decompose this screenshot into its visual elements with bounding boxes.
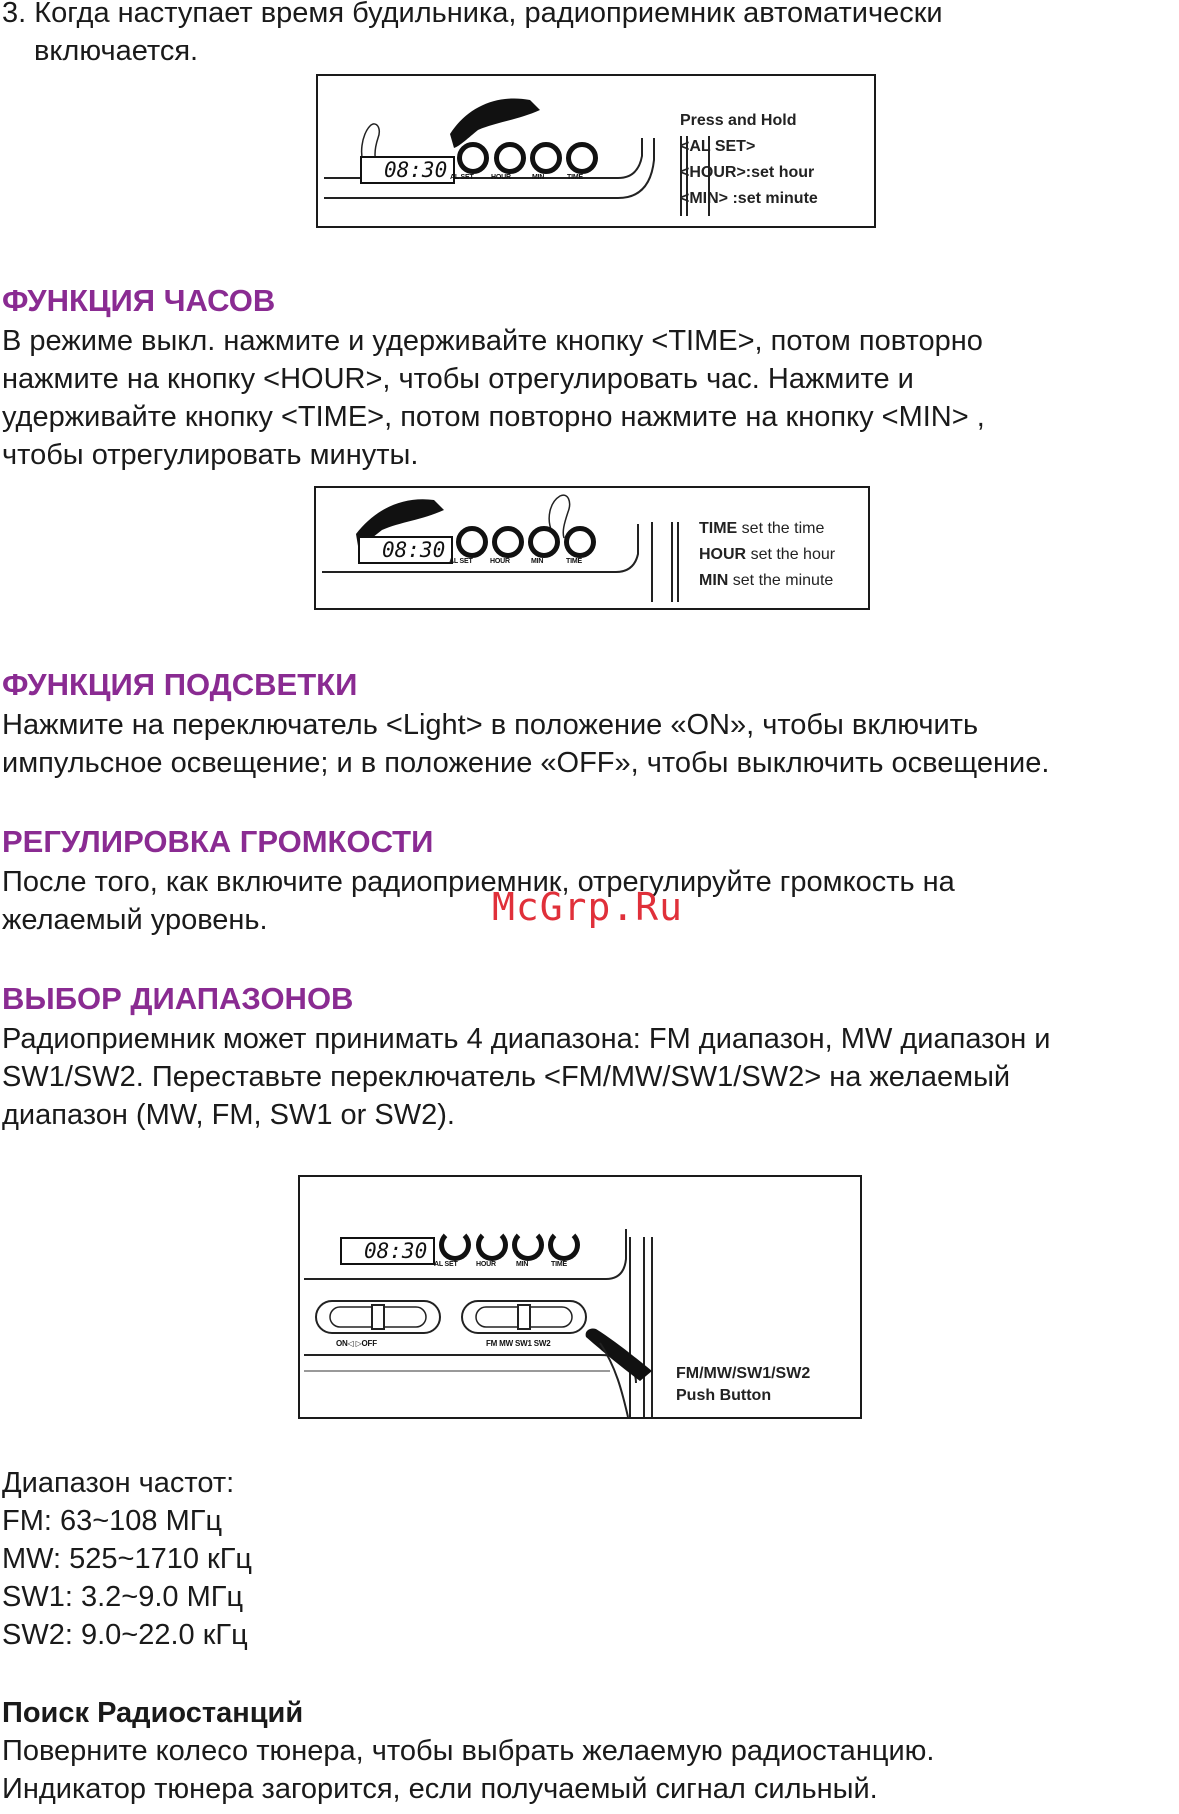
search-line-2: Индикатор тюнера загорится, если получаемый сигнал сильный. [2,1773,878,1805]
freq-sw1: SW1: 3.2~9.0 МГц [2,1581,244,1613]
time-label: TIME [551,1261,567,1268]
clock-line-1: В режиме выкл. нажмите и удерживайте кнопку <TIME>, потом повторно [2,325,983,357]
band-line-2: SW1/SW2. Переставьте переключатель <FM/MW/SW1/SW2> на желаемый [2,1061,1011,1093]
al-set-label: AL SET [450,174,474,181]
band-switch-knob [518,1305,530,1329]
fig2-caption-min-key: MIN [699,572,729,589]
light-line-1: Нажмите на переключатель <Light> в положение «ON», чтобы включить [2,709,979,741]
alarm-step-line-1: 3. Когда наступает время будильника, радиоприемник автоматически [2,0,943,29]
fig2-caption-min-text: set the minute [732,572,834,589]
fig2-caption-min [699,568,833,594]
freq-section-title: Диапазон частот: [2,1467,235,1499]
min-button[interactable] [528,526,560,558]
fig2-caption-hour [699,542,835,568]
fig2-caption-time [699,516,824,542]
al-set-button[interactable] [457,142,489,174]
clock-line-4: чтобы отрегулировать минуты. [2,439,419,471]
time-button[interactable] [548,1229,580,1261]
fig2-caption-time-text: set the time [741,520,825,537]
fig3-caption-1: FM/MW/SW1/SW2 [676,1365,811,1382]
min-label: MIN [516,1261,529,1268]
hour-label: HOUR [491,174,511,181]
band-line-3: диапазон (MW, FM, SW1 or SW2). [2,1099,455,1131]
light-line-2: импульсное освещение; и в положение «OFF», чтобы выключить освещение. [2,747,1050,779]
figure-alarm-set [316,74,876,228]
fig1-caption-3: <HOUR>:set hour [680,164,815,181]
fig3-caption-2: Push Button [676,1387,772,1404]
watermark: McGrp.Ru [492,885,684,929]
min-label: MIN [531,558,544,565]
light-switch-knob [372,1305,384,1329]
hour-button[interactable] [492,526,524,558]
clock-section-title: ФУНКЦИЯ ЧАСОВ [2,283,276,318]
light-switch-label: ON◁ ▷OFF [336,1339,377,1348]
light-section-title: ФУНКЦИЯ ПОДСВЕТКИ [2,667,358,702]
band-switch-label: FM MW SW1 SW2 [486,1339,551,1348]
lcd-display: 08:30 [358,536,453,564]
min-button[interactable] [512,1229,544,1261]
hour-button[interactable] [494,142,526,174]
fig2-caption-hour-text: set the hour [750,546,836,563]
figure-clock-set [314,486,870,610]
hour-label: HOUR [476,1261,496,1268]
lcd-display: 08:30 [360,156,455,184]
time-label: TIME [567,174,583,181]
volume-line-1: После того, как включите радиоприемник, отрегулируйте громкость на [2,866,955,898]
hour-label: HOUR [490,558,510,565]
hour-button[interactable] [476,1229,508,1261]
lcd-display: 08:30 [340,1237,435,1265]
search-section-title: Поиск Радиостанций [2,1697,304,1729]
time-button[interactable] [564,526,596,558]
al-set-label: AL SET [434,1261,458,1268]
search-line-1: Поверните колесо тюнера, чтобы выбрать желаемую радиостанцию. [2,1735,935,1767]
alarm-step-line-2: включается. [34,35,199,67]
clock-line-3: удерживайте кнопку <TIME>, потом повторно нажмите на кнопку <MIN> , [2,401,985,433]
finger-icon [450,98,540,148]
time-label: TIME [566,558,582,565]
band-line-1: Радиоприемник может принимать 4 диапазона: FM диапазон, MW диапазон и [2,1023,1051,1055]
freq-mw: MW: 525~1710 кГц [2,1543,253,1575]
fig1-caption-4: <MIN> :set minute [680,190,818,207]
fig1-caption-1: Press and Hold [680,112,797,129]
al-set-button[interactable] [456,526,488,558]
volume-line-2: желаемый уровень. [2,904,268,936]
fig2-caption-time-key: TIME [699,520,738,537]
fig2-caption-hour-key: HOUR [699,546,747,563]
fig1-caption-2: <AL SET> [680,138,756,155]
band-section-title: ВЫБОР ДИАПАЗОНОВ [2,981,354,1016]
time-button[interactable] [566,142,598,174]
al-set-label: AL SET [449,558,473,565]
min-button[interactable] [530,142,562,174]
min-label: MIN [532,174,545,181]
freq-sw2: SW2: 9.0~22.0 кГц [2,1619,248,1651]
figure-band-switch [298,1175,862,1419]
freq-fm: FM: 63~108 МГц [2,1505,223,1537]
clock-line-2: нажмите на кнопку <HOUR>, чтобы отрегулировать час. Нажмите и [2,363,914,395]
al-set-button[interactable] [439,1229,471,1261]
volume-section-title: РЕГУЛИРОВКА ГРОМКОСТИ [2,824,434,859]
